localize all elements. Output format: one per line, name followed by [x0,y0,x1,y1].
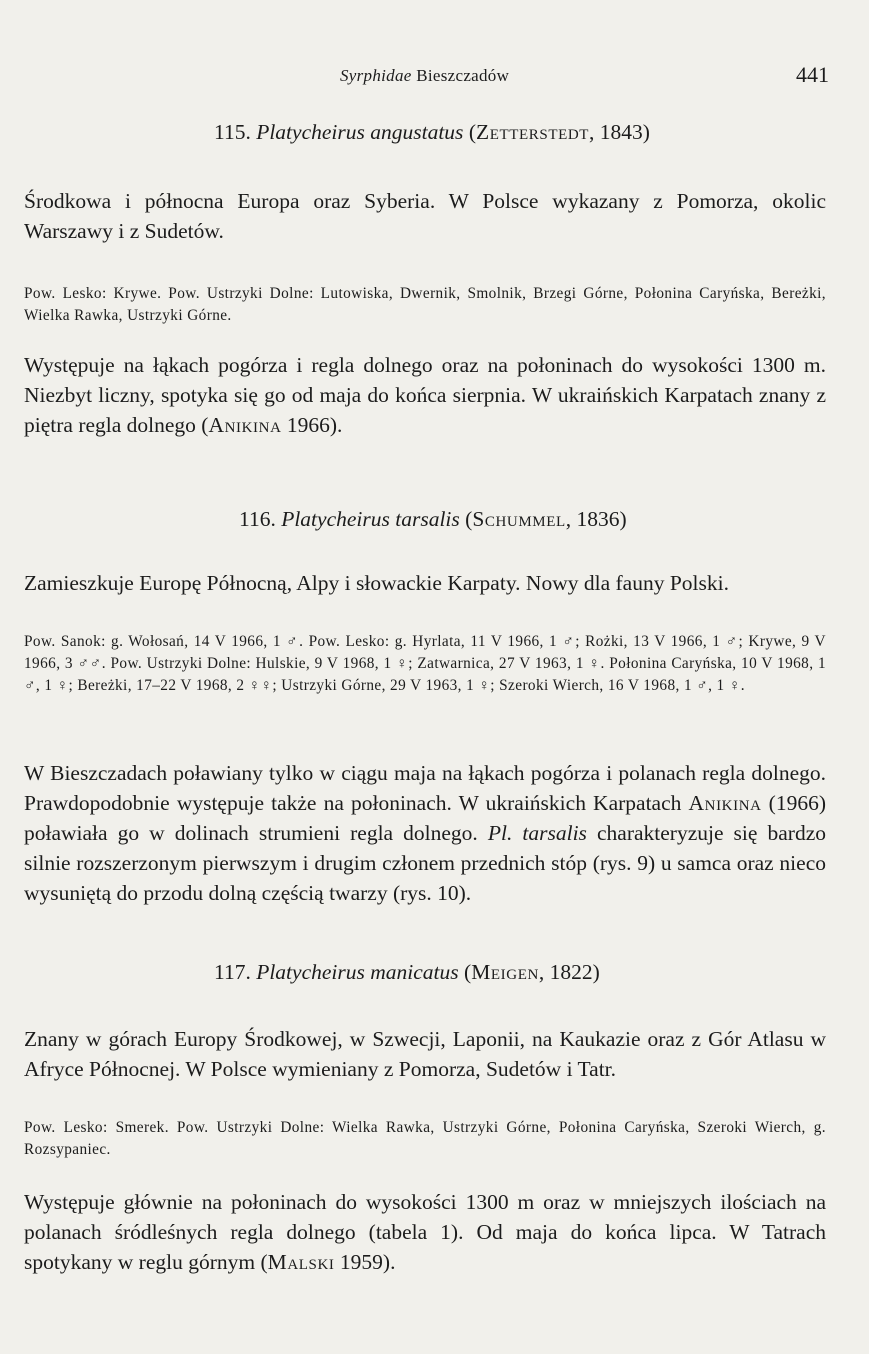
species-heading-115: 115. Platycheirus angustatus (Zetterstedt, 1843) [214,120,650,144]
citation-author: Anikina [688,791,762,815]
ecology-paragraph [24,350,826,440]
records-paragraph: Pow. Sanok: g. Wołosań, 14 V 1966, 1 ♂. Pow. Lesko: g. Hyrlata, 11 V 1966, 1 ♂; Rożki, 13 V 1966, 1 ♂; Krywe, 9 V 1966, 3 ♂♂. Pow. Ustrzyki Dolne: Hulskie, 9 V 1968, 1 ♀; Zatwarnica, 27 V 1963, 1 ♀. Połonina Caryńska, 10 V 1968, 1 ♂, 1 ♀; Bereżki, 17–22 V 1968, 2 ♀♀; Ustrzyki Górne, 29 V 1963, 1 ♀; Szeroki Wierch, 16 V 1968, 1 ♂, 1 ♀. [24,633,826,694]
citation-author: Anikina [208,413,282,437]
records-paragraph: Pow. Lesko: Krywe. Pow. Ustrzyki Dolne: Lutowiska, Dwernik, Smolnik, Brzegi Górne, Połonina Caryńska, Bereżki, Wielka Rawka, Ustrzyki Górne. [24,285,826,324]
ecology-text: W Bieszczadach poławiany tylko w ciągu maja na łąkach pogórza i polanach regla dolnego. Prawdopodobnie występuje także na połoninach. W ukraińskich Karpatach [24,761,826,815]
species-name: Platycheirus tarsalis [281,507,460,531]
species-number: 116. [239,507,276,531]
species-author: Meigen [471,960,539,984]
ecology-text: Występuje głównie na połoninach do wysokości 1300 m oraz w mniejszych ilościach na polanach śródleśnych regla dolnego (tabela 1). Od maja do końca lipca. W Tatrach spotykany w reglu górnym ( [24,1190,826,1274]
species-author: Zetterstedt [475,120,590,144]
running-title [340,66,509,86]
species-year: 1836 [576,507,620,531]
species-year: 1843 [599,120,643,144]
distribution-paragraph: Środkowa i północna Europa oraz Syberia. W Polsce wykazany z Pomorza, okolic Warszawy i z Sudetów. [24,189,826,243]
records-paragraph: Pow. Lesko: Smerek. Pow. Ustrzyki Dolne: Wielka Rawka, Ustrzyki Górne, Połonina Caryńska, Szeroki Wierch, g. Rozsypaniec. [24,1119,826,1158]
species-name: Platycheirus angustatus [256,120,464,144]
running-region: Bieszczadów [416,66,510,85]
distribution-paragraph: Znany w górach Europy Środkowej, w Szwecji, Laponii, na Kaukazie oraz z Gór Atlasu w Afryce Północnej. W Polsce wymieniany z Pomorza, Sudetów i Tatr. [24,1027,826,1081]
ecology-paragraph [24,758,826,908]
page-number: 441 [796,62,829,87]
running-header [0,62,869,96]
running-family: Syrphidae [340,66,412,85]
species-number: 115. [214,120,251,144]
distribution-paragraph: Zamieszkuje Europę Północną, Alpy i słowackie Karpaty. Nowy dla fauny Polski. [24,571,729,595]
species-number: 117. [214,960,251,984]
ecology-text-end: 1959). [334,1250,396,1274]
species-author: Schummel [472,507,566,531]
ecology-text-end: charakteryzuje się bardzo silnie rozszerzonym pierwszym i drugim członem przednich stóp (rys. 9) u samca oraz nieco wysuniętą do przodu dolną częścią twarzy (rys. 10). [24,821,826,905]
ecology-text-end: 1966). [281,413,343,437]
ecology-text: Występuje na łąkach pogórza i regla dolnego oraz na połoninach do wysokości 1300 m. Niezbyt liczny, spotyka się go od maja do końca sierpnia. W ukraińskich Karpatach znany z piętra regla dolnego ( [24,353,826,437]
species-heading-117: 117. Platycheirus manicatus (Meigen, 1822) [214,960,600,984]
species-heading-116: 116. Platycheirus tarsalis (Schummel, 1836) [239,507,627,531]
citation-author: Malski [267,1250,335,1274]
ecology-text-mid: (1966) poławiała go w dolinach strumieni regla dolnego. [24,791,826,845]
species-abbrev: Pl. tarsalis [487,821,587,845]
species-name: Platycheirus manicatus [256,960,459,984]
ecology-paragraph [24,1187,826,1277]
species-year: 1822 [549,960,593,984]
